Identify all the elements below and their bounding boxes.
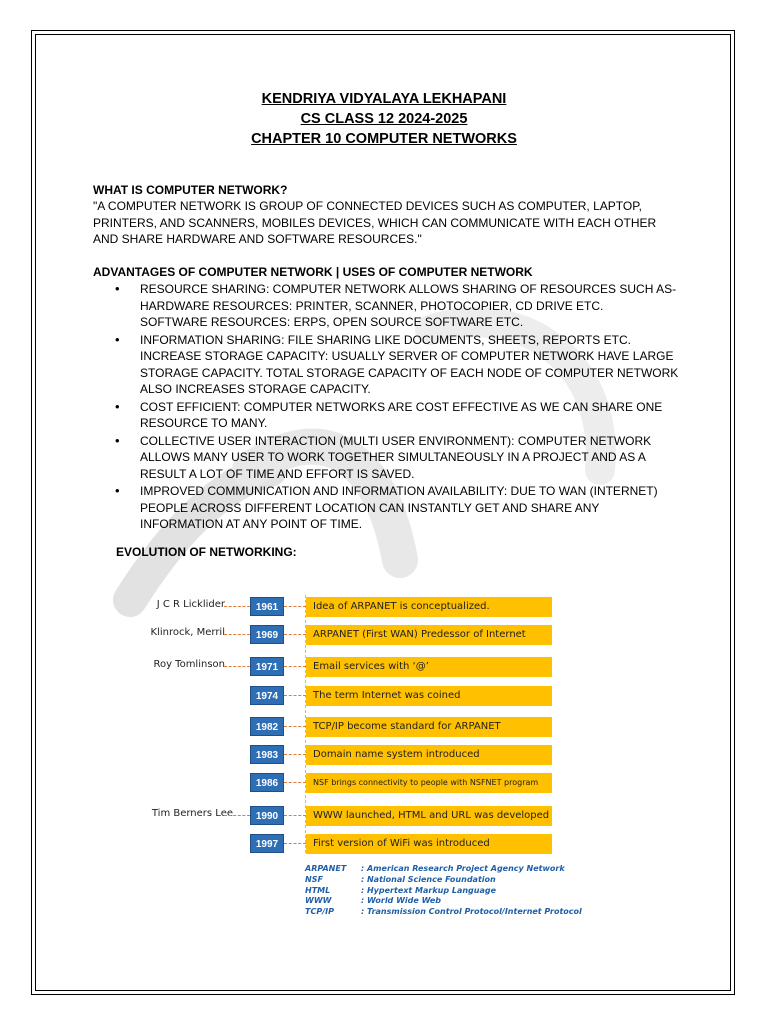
- advantages-heading: ADVANTAGES OF COMPUTER NETWORK | USES OF COMPUTER NETWORK: [93, 265, 533, 279]
- timeline-connector: [284, 843, 306, 844]
- timeline-connector: [284, 666, 306, 667]
- document-header: [0, 89, 768, 149]
- timeline-connector: [224, 666, 250, 667]
- timeline-connector: [224, 606, 250, 607]
- timeline-event: TCP/IP become standard for ARPANET: [306, 717, 552, 737]
- timeline-event: Email services with ‘@’: [306, 657, 552, 677]
- timeline-person: Tim Berners Lee: [151, 808, 233, 819]
- advantage-item: [93, 433, 683, 483]
- timeline-event: First version of WiFi was introduced: [306, 834, 552, 854]
- timeline-event: NSF brings connectivity to people with NSFNET program: [306, 773, 552, 793]
- advantages-list: [93, 281, 683, 534]
- timeline-event: Idea of ARPANET is conceptualized.: [306, 597, 552, 617]
- timeline-row: [150, 595, 560, 617]
- timeline-year: 1974: [250, 686, 284, 705]
- timeline-connector: [284, 782, 306, 783]
- advantage-text: RESOURCE SHARING: COMPUTER NETWORK ALLOWS SHARING OF RESOURCES SUCH AS-HARDWARE RESOURCES: PRINTER, SCANNER, PHOTOCOPIER, CD DRIVE ETC.: [140, 282, 677, 313]
- timeline-person: Roy Tomlinson: [153, 659, 225, 670]
- advantage-text: IMPROVED COMMUNICATION AND INFORMATION AVAILABILITY: DUE TO WAN (INTERNET) PEOPLE ACROSS DIFFERENT LOCATION CAN INSTANTLY GET AND SHARE ANY INFORMATION AT ANY POINT OF TIME.: [140, 484, 658, 531]
- timeline-year: 1990: [250, 806, 284, 825]
- legend-abbreviation: TCP/IP: [305, 907, 334, 917]
- timeline-row: [150, 832, 560, 854]
- timeline-row: [150, 771, 560, 793]
- timeline-connector: [284, 754, 306, 755]
- timeline-connector: [284, 695, 306, 696]
- networking-timeline: [150, 595, 560, 855]
- advantage-text: COLLECTIVE USER INTERACTION (MULTI USER ENVIRONMENT): COMPUTER NETWORK ALLOWS MANY USER TO WORK TOGETHER SIMULTANEOUSLY IN A PROJECT AND AS A RESULT A LOT OF TIME AND EFFORT IS SAVED.: [140, 433, 652, 481]
- timeline-row: [150, 743, 560, 765]
- legend-abbreviation: WWW: [305, 896, 332, 906]
- legend-abbreviation: HTML: [305, 885, 331, 895]
- timeline-row: [150, 623, 560, 645]
- advantage-text: INFORMATION SHARING: FILE SHARING LIKE DOCUMENTS, SHEETS, REPORTS ETC. INCREASE STORAGE CAPACITY: USUALLY SERVER OF COMPUTER NETWORK HAVE LARGE STORAGE CAPACITY. TOTAL STORAGE CAPACITY OF EACH NODE OF COMPUTER NETWORK ALSO INCREASES STORAGE CAPACITY.: [140, 332, 679, 396]
- legend-expansion: : Transmission Control Protocol/Internet Protocol: [361, 907, 582, 917]
- evolution-heading: EVOLUTION OF NETWORKING:: [116, 545, 297, 559]
- timeline-connector: [224, 634, 250, 635]
- timeline-row: [150, 684, 560, 706]
- timeline-connector: [284, 606, 306, 607]
- timeline-year: 1997: [250, 834, 284, 853]
- advantage-item: [93, 399, 683, 432]
- timeline-event: ARPANET (First WAN) Predessor of Internet: [306, 625, 552, 645]
- legend-abbreviation: ARPANET: [305, 864, 347, 873]
- timeline-connector: [224, 815, 250, 816]
- timeline-connector: [284, 634, 306, 635]
- school-name: KENDRIYA VIDYALAYA LEKHAPANI: [261, 91, 507, 107]
- advantage-item: [93, 281, 683, 331]
- legend-expansion: : Hypertext Markup Language: [361, 885, 497, 895]
- timeline-event: Domain name system introduced: [306, 745, 552, 765]
- advantage-subtext: SOFTWARE RESOURCES: ERPS, OPEN SOURCE SOFTWARE ETC.: [140, 315, 524, 329]
- timeline-connector: [284, 815, 306, 816]
- timeline-year: 1971: [250, 657, 284, 676]
- definition-text: "A COMPUTER NETWORK IS GROUP OF CONNECTED DEVICES SUCH AS COMPUTER, LAPTOP, PRINTERS, AND SCANNERS, MOBILES DEVICES, WHICH CAN COMMUNICATE WITH EACH OTHER AND SHARE HARDWARE AND SOFTWARE RESOURCES.": [93, 199, 657, 246]
- advantage-text: COST EFFICIENT: COMPUTER NETWORKS ARE COST EFFECTIVE AS WE CAN SHARE ONE RESOURCE TO MANY.: [140, 399, 663, 430]
- definition-heading: WHAT IS COMPUTER NETWORK?: [93, 183, 288, 197]
- legend-expansion: : World Wide Web: [361, 896, 442, 906]
- legend-expansion: : National Science Foundation: [361, 874, 496, 884]
- timeline-person: J C R Licklider: [156, 599, 225, 610]
- timeline-event: The term Internet was coined: [306, 686, 552, 706]
- timeline-row: [150, 655, 560, 677]
- advantage-item: [93, 332, 683, 398]
- timeline-event: WWW launched, HTML and URL was developed: [306, 806, 552, 826]
- class-line: CS CLASS 12 2024-2025: [300, 111, 468, 127]
- timeline-row: [150, 804, 560, 826]
- legend-expansion: : American Research Project Agency Network: [361, 864, 565, 873]
- timeline-year: 1983: [250, 745, 284, 764]
- timeline-year: 1961: [250, 597, 284, 616]
- timeline-person: Klinrock, Merril: [150, 627, 225, 638]
- advantage-item: [93, 483, 683, 533]
- timeline-year: 1982: [250, 717, 284, 736]
- timeline-connector: [284, 726, 306, 727]
- timeline-row: [150, 715, 560, 737]
- legend-abbreviation: NSF: [305, 874, 323, 884]
- chapter-title: CHAPTER 10 COMPUTER NETWORKS: [251, 131, 517, 147]
- timeline-year: 1986: [250, 773, 284, 792]
- timeline-year: 1969: [250, 625, 284, 644]
